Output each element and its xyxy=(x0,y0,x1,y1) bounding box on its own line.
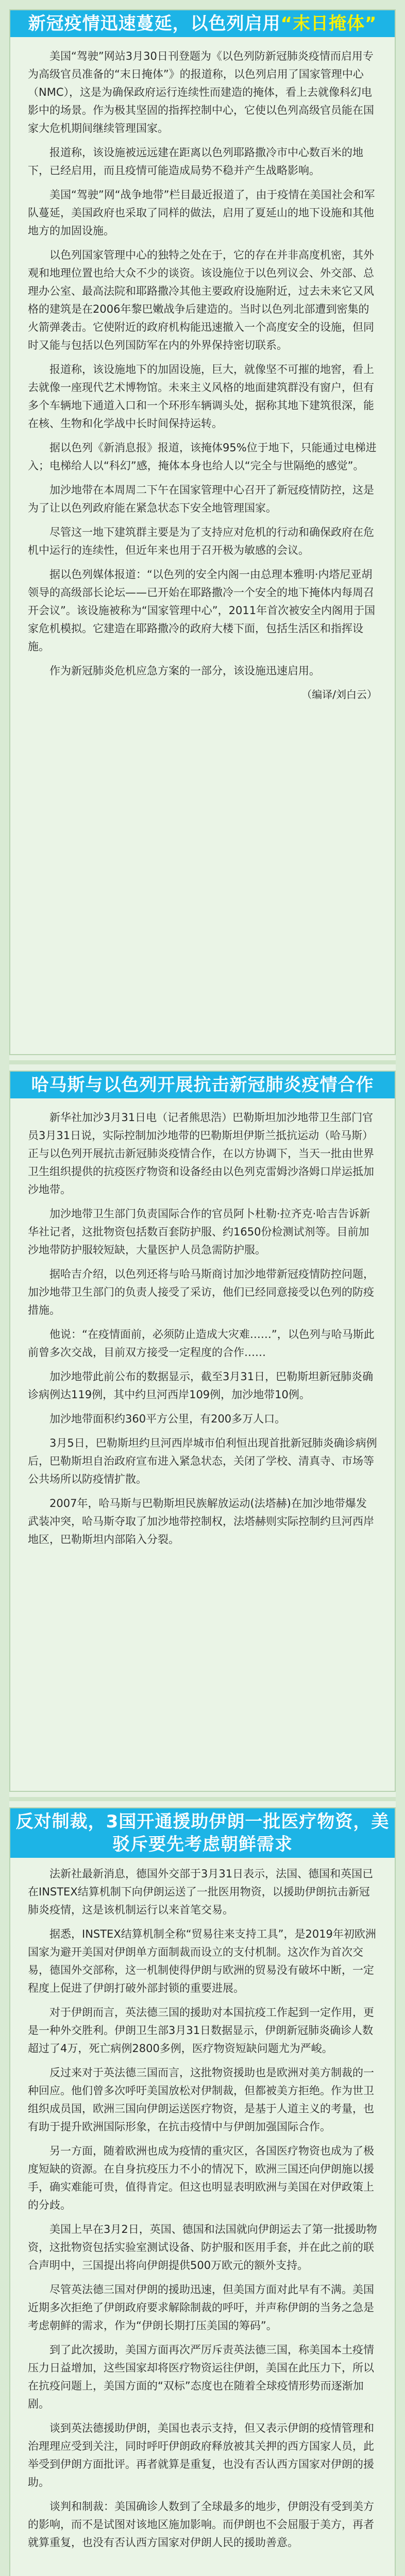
article-2-paragraph: 3月5日，巴勒斯坦约旦河西岸城市伯利恒出现首批新冠肺炎确诊病例后，巴勒斯坦自治政府宣布进入紧急状态，关闭了学校、清真寺、市场等公共场所以防疫情扩散。 xyxy=(28,1437,377,1485)
article-3-paragraph: 对于伊朗而言，英法德三国的援助对本国抗疫工作起到一定作用，更是一种外交胜利。伊朗卫生部3月31日数据显示，伊朗新冠肺炎确诊人数超过了4万，死亡病例2800多例，医疗物资短缺问题尤为严峻。 xyxy=(28,2006,374,2055)
article-3-paragraph: 另一方面，随着欧洲也成为疫情的重灾区，各国医疗物资也成为了极度短缺的资源。在自身抗疫压力不小的情况下，欧洲三国还向伊朗施以援手，确实难能可贵，值得肯定。但这也明显表明欧洲与美国在对伊政策上的分歧。 xyxy=(28,2145,374,2211)
article-3-body xyxy=(28,1865,377,2558)
article-2-paragraph: 他说：“在疫情面前，必须防止造成大灾难……”，以色列与哈马斯此前曾多次交战，目前双方接受一定程度的合作…… xyxy=(28,1328,375,1359)
article-3-title: 反对制裁，3国开通援助伊朗一批医疗物资，美驳斥要先考虑朝鲜需求 xyxy=(10,1808,395,1858)
article-1-title xyxy=(10,10,395,37)
article-2-body xyxy=(28,1109,377,1555)
article-1-paragraph: 加沙地带在本周周二下午在国家管理中心召开了新冠疫情防控，这是为了让以色列政府能在紧急状态下安全地管理国家。 xyxy=(28,484,374,514)
article-3-paragraph: 谈判和制裁：美国确诊人数到了全球最多的地步，伊朗没有受到美方的影响，而不是试图对该地区施加影响。而伊朗也不会屈服于美方，再者就算重复，也没有否认西方国家对伊朗人民的援助善意。 xyxy=(28,2500,374,2549)
article-1-paragraph: 以色列国家管理中心的独特之处在于，它的存在并非高度机密，其外观和地理位置也给大众不少的谈资。该设施位于以色列议会、外交部、总理办公室、最高法院和耶路撒冷其他主要政府设施附近，过去未来它又风格的建筑是在2006年黎巴嫩战争后建造的。当时以色列北部遭到密集的火箭弹袭击。它使附近的政府机构能迅速撤入一个高度安全的设施，但同时又能与包括以色列国防军在内的外界保持密切联系。 xyxy=(28,249,374,351)
article-1-editor: （编译/刘白云） xyxy=(301,688,377,701)
article-2-paragraph: 加沙地带此前公布的数据显示，截至3月31日，巴勒斯坦新冠肺炎确诊病例达119例，其中约旦河西岸109例，加沙地带10例。 xyxy=(28,1370,374,1401)
article-3-paragraph: 谈到英法德援助伊朗，美国也表示支持，但又表示伊朗的疫情管理和治理理应受到关注，同时呼吁伊朗政府释放被其关押的西方国家人员，此举受到伊朗方面批评。再者就算是重复，也没有否认西方国家对伊朗的援助。 xyxy=(28,2422,374,2488)
article-1-paragraph: 报道称，该设施被远远建在距离以色列耶路撒冷市中心数百米的地下，已经启用，而且疫情可能造成局势不稳并产生战略影响。 xyxy=(28,146,363,177)
article-iran-aid xyxy=(9,1807,396,2576)
article-3-paragraph: 法新社最新消息，德国外交部于3月31日表示，法国、德国和英国已在INSTEX结算机制下向伊朗运送了一批医用物资，以援助伊朗抗击新冠肺炎疫情，这是该机制运行以来首笔交易。 xyxy=(28,1868,374,1916)
article-2-title: 哈马斯与以色列开展抗击新冠肺炎疫情合作 xyxy=(10,1072,395,1098)
article-israel-bunker xyxy=(9,9,396,1055)
article-2-paragraph: 据哈吉介绍，以色列还将与哈马斯商讨加沙地带新冠疫情防控问题，加沙地带卫生部门的负责人接受了采访，他们已经同意接受以色列的防疫措施。 xyxy=(28,1268,374,1316)
article-1-paragraph: 报道称，该设施地下的加固设施，巨大，就像坚不可摧的地窖，看上去就像一座现代艺术博物馆。未来主义风格的地面建筑群没有窗户，但有多个车辆地下通道入口和一个环形车辆调头处，据称其地下建筑很深，能在核、生物和化学战中长时间保持运转。 xyxy=(28,363,374,430)
article-1-paragraph: 据以色列媒体报道：“以色列的安全内阁一由总理本雅明·内塔尼亚胡领导的高级部长论坛——已开始在耶路撒冷一个安全的地下掩体内每周召开会议”。该设施被称为“国家管理中心”，2011年首次被安全内阁用于国家危机模拟。它建造在耶路撒冷的政府大楼下面，包括生活区和指挥设施。 xyxy=(28,568,376,653)
article-1-paragraph: 尽管这一地下建筑群主要是为了支持应对危机的行动和确保政府在危机中运行的连续性，但近年来也用于召开极为敏感的会议。 xyxy=(28,526,374,556)
article-3-paragraph: 尽管英法德三国对伊朗的援助迅速，但美国方面对此早有不满。美国近期多次拒绝了伊朗政府要求解除制裁的呼吁，并声称伊朗的当务之急是考虑朝鲜的需求，作为“伊朗长期打压美国的筹码”。 xyxy=(28,2283,374,2332)
article-1-paragraph: 作为新冠肺炎危机应急方案的一部分，该设施迅速启用。 xyxy=(49,665,320,677)
article-hamas-israel xyxy=(9,1071,396,1792)
article-2-paragraph: 加沙地带卫生部门负责国际合作的官员阿卜杜勒·拉齐克·哈吉告诉新华社记者，这批物资包括数百套防护服、约1650份检测试剂等。目前加沙地带防护服较短缺，大量医护人员急需防护服。 xyxy=(28,1208,370,1256)
newspaper-page xyxy=(9,9,396,2576)
article-1-paragraph: 美国“驾驶”网“战争地带”栏目最近报道了，由于疫情在美国社会和军队蔓延，美国政府也采取了同样的做法，启用了夏延山的地下设施和其他地方的加固设施。 xyxy=(28,189,375,237)
article-1-body xyxy=(28,47,377,703)
article-2-paragraph: 新华社加沙3月31日电（记者熊思浩）巴勒斯坦加沙地带卫生部门官员3月31日说，实际控制加沙地带的巴勒斯坦伊斯兰抵抗运动（哈马斯）正与以色列开展抗击新冠肺炎疫情合作，在以方协调下，当天一批由世界卫生组织提供的抗疫医疗物资和设备经由以色列克雷姆沙洛姆口岸运抵加沙地带。 xyxy=(28,1111,374,1196)
article-3-paragraph: 到了此次援助，美国方面再次严厉斥责英法德三国，称美国本土疫情压力日益增加，这些国家却将医疗物资运往伊朗，美国在此压力下，所以在抗疫问题上，美国方面的“双标”态度也在随着全球疫情形势而逐渐加剧。 xyxy=(28,2344,374,2410)
article-1-title-prefix: 新冠疫情迅速蔓延，以色列启用 xyxy=(28,13,281,34)
article-1-title-highlight: “末日掩体” xyxy=(280,13,377,34)
section-divider xyxy=(9,1797,396,1801)
article-1-paragraph: 据以色列《新消息报》报道，该掩体95%位于地下，只能通过电梯进入；电梯给人以“科幻”感，掩体本身也给人以“完全与世隔绝的感觉”。 xyxy=(28,442,377,472)
article-2-paragraph: 加沙地带面积约360平方公里，有200多万人口。 xyxy=(49,1413,286,1425)
article-1-paragraph: 美国“驾驶”网站3月30日刊登题为《以色列防新冠肺炎疫情而启用专为高级官员准备的“末日掩体”》的报道称，以色列启用了国家管理中心（NMC），这是为确保政府运行连续性而建造的掩体，看上去就像科幻电影中的场景。作为极其坚固的指挥控制中心，它使以色列高级官员能在国家大危机期间继续管理国家。 xyxy=(28,50,374,134)
article-3-paragraph: 反过来对于英法德三国而言，这批物资援助也是欧洲对美方制裁的一种回应。他们曾多次呼吁美国放松对伊制裁，但都被美方拒绝。作为世卫组织成员国，欧洲三国向伊朗运送医疗物资，是基于人道主义的考量，也有助于提升欧洲国际形象，在抗击疫情中与伊朗加强国际合作。 xyxy=(28,2066,374,2133)
section-divider xyxy=(9,1060,396,1064)
article-3-paragraph: 据悉，INSTEX结算机制全称“贸易往来支持工具”，是2019年初欧洲国家为避开美国对伊朗单方面制裁而设立的支付机制。这次作为首次交易，德国外交部称，这一机制使得伊朗与欧洲的贸易没有破坏中断，一定程度上促进了伊朗打破外部封锁的重要进展。 xyxy=(28,1928,376,1994)
article-2-paragraph: 2007年，哈马斯与巴勒斯坦民族解放运动(法塔赫)在加沙地带爆发武装冲突，哈马斯夺取了加沙地带控制权，法塔赫则实际控制约旦河西岸地区，巴勒斯坦内部陷入分裂。 xyxy=(28,1497,374,1546)
article-3-paragraph: 美国上早在3月2日，英国、德国和法国就向伊朗运去了第一批援助物资，这批物资包括实验室测试设备、防护服和医用手套，并在此之前的联合声明中，三国提出将向伊朗提供500万欧元的额外支持。 xyxy=(28,2223,377,2272)
